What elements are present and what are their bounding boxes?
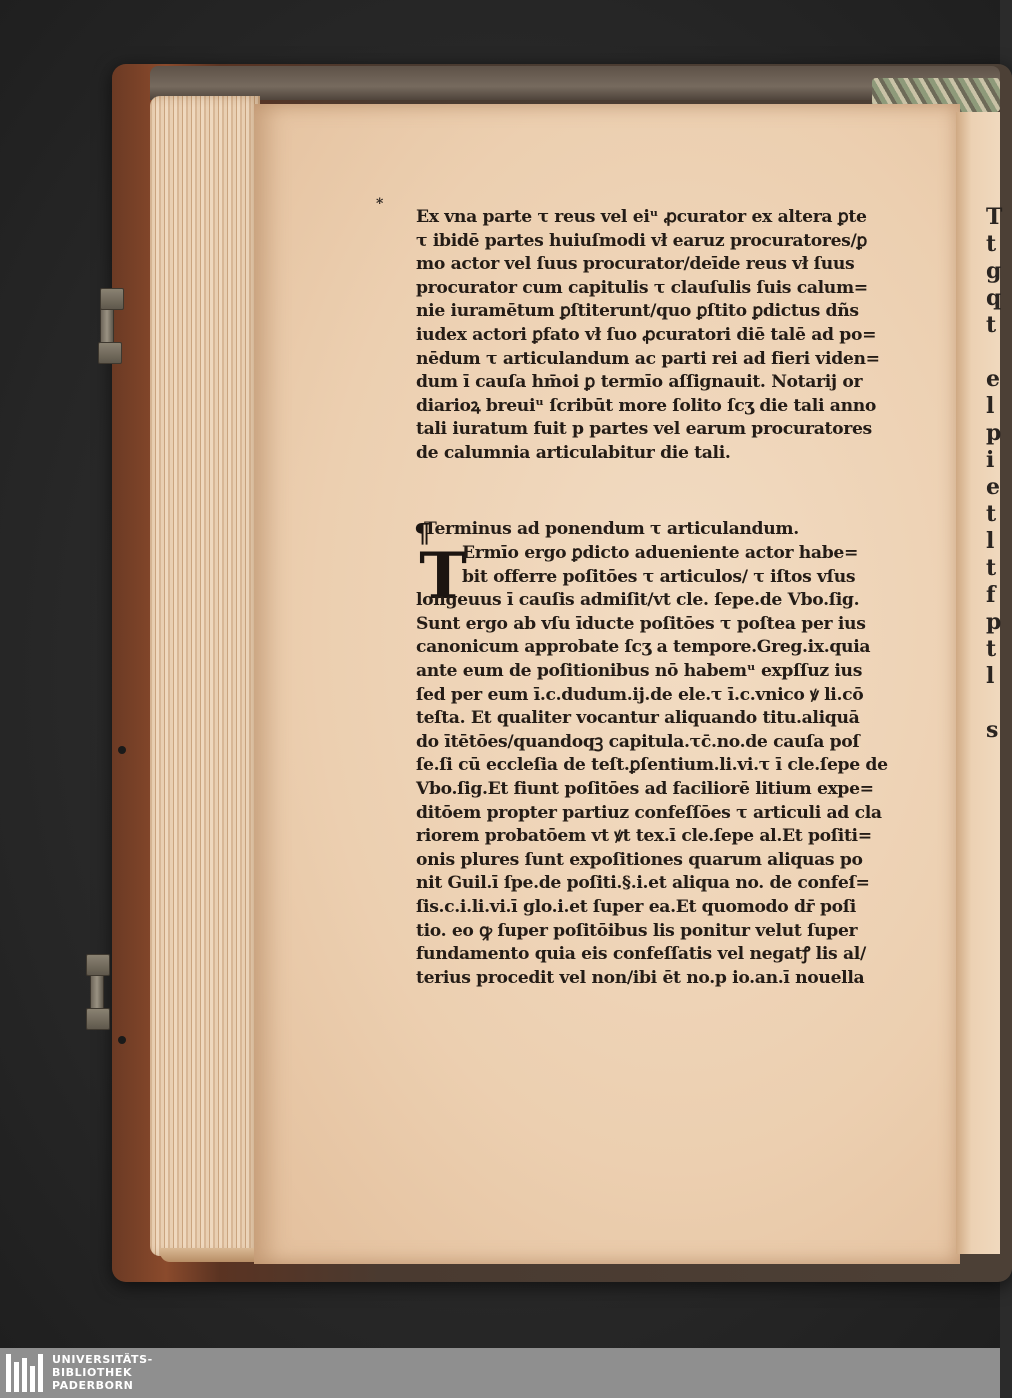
clasp-top-lower	[98, 342, 122, 364]
text-line: τ ibidē partes huiuſmodi vł earuz procuratores/ꝑ	[416, 230, 867, 251]
text-line: tali iuratum fuit p partes vel earum procuratores	[416, 419, 872, 440]
margin-mark: *	[376, 196, 384, 212]
cover-hole	[118, 746, 126, 754]
text-line: bit offerre poſitōes τ articulos/ τ iſtos vſus	[462, 566, 856, 587]
text-line: nēdum τ articulandum ac parti rei ad fieri viden=	[416, 348, 880, 369]
text-line: Ermīo ergo ꝑdicto adueniente actor habe=	[462, 543, 859, 563]
library-logo-text	[52, 1353, 153, 1392]
facing-page	[956, 112, 1003, 1254]
text-line: ante eum de poſitionibus nō habemᵘ expſſuz ius	[416, 660, 863, 681]
text-line: mo actor vel ſuus procurator/deīde reus vł ſuus	[416, 254, 855, 275]
text-line: Sunt ergo ab vſu īducte poſitōes τ poſtea per ius	[416, 613, 866, 634]
footer-bar	[0, 1348, 1000, 1398]
logo-line-3: PADERBORN	[52, 1379, 134, 1392]
text-line: terius procedit vel non/ibi ēt no.p io.an.ī nouella	[416, 967, 865, 988]
text-line: procurator cum capitulis τ clauſulis ſuis calum=	[416, 277, 868, 298]
logo-line-1: UNIVERSITÄTS-	[52, 1353, 153, 1366]
text-line: riorem probatōem vt ꝟt tex.ī cle.ſepe al.Et poſiti=	[416, 826, 872, 847]
pilcrow-mark: ¶	[414, 519, 431, 549]
text-line: Vbo.ſig.Et fiunt poſitōes ad faciliorē litium expe=	[416, 778, 874, 799]
facing-page-letters: T t g q t e l p i e t l t f p t l s	[986, 204, 1003, 743]
logo-line-2: BIBLIOTHEK	[52, 1366, 133, 1379]
text-line: diarioꝝ breuiᵘ ſcribūt more ſolito ſcʒ die tali anno	[416, 395, 876, 416]
paragraph-1	[416, 206, 946, 466]
clasp-bottom-lower	[86, 1008, 110, 1030]
clasp-bottom-upper	[86, 954, 110, 976]
page-block-edges	[150, 96, 260, 1256]
library-logo-icon	[6, 1354, 46, 1392]
text-line: tio. eo ꝙ ſuper poſitōibus lis ponitur velut ſuper	[416, 920, 858, 941]
paragraph-2	[416, 516, 946, 990]
text-line: teſta. Et qualiter vocantur aliquando titu.aliquā	[416, 708, 860, 729]
text-line: ſed per eum ī.c.dudum.ij.de ele.τ ī.c.vnico ꝟ li.cō	[416, 684, 864, 705]
text-line: do ītētōes/quandoqꝫ capitula.τc̄.no.de cauſa poſ	[416, 731, 860, 752]
section-heading: Terminus ad ponendum τ articulandum.	[424, 519, 799, 539]
text-line: dum ī cauſa hm̄oi ꝑ termīo aſſignauit. Notarij or	[416, 372, 863, 393]
paragraph-2-body	[416, 589, 946, 990]
text-line: ditōem propter partiuz confeſſōes τ articuli ad cla	[416, 802, 882, 823]
cover-hole	[118, 1036, 126, 1044]
text-line: ſis.c.i.li.vi.ī glo.i.et ſuper ea.Et quomodo dr̄ poſi	[416, 896, 856, 917]
clasp-top-upper	[100, 288, 124, 310]
text-line: ſe.ſi cū eccleſia de teſt.ꝑſentium.li.vi.τ ī cle.ſepe de	[416, 755, 888, 776]
text-line: onis plures ſunt expoſitiones quarum aliquas po	[416, 849, 863, 870]
initial-capital: T	[419, 539, 467, 614]
text-line: nit Guil.ī ſpe.de poſiti.§.i.et aliqua no. de confeſ=	[416, 873, 870, 894]
text-line: canonicum approbate ſcʒ a tempore.Greg.ix.quia	[416, 637, 871, 658]
text-line: Ex vna parte τ reus vel eiᵘ ꝓcurator ex altera ꝑte	[416, 207, 867, 227]
paragraph-2-indented	[416, 542, 946, 589]
text-line: longeuus ī cauſis admiſit/vt cle. ſepe.de Vbo.ſig.	[416, 590, 860, 611]
text-line: fundamento quia eis confeſſatis vel negatꝭ lis al/	[416, 944, 866, 965]
text-line: de calumnia articulabitur die tali.	[416, 442, 731, 463]
text-line: iudex actori ꝑfato vł ſuo ꝓcuratori diē talē ad po=	[416, 324, 877, 345]
text-line: nie iuramētum ꝑſtiterunt/quo ꝑſtito ꝑdictus dñs	[416, 301, 859, 322]
